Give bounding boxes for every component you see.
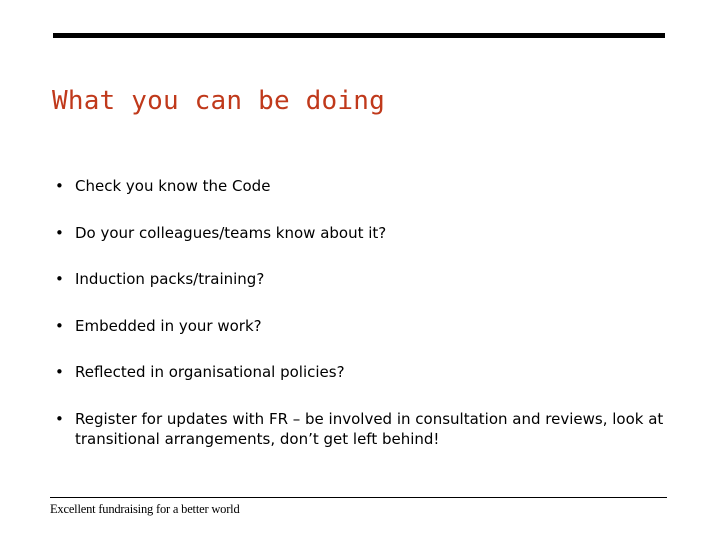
list-item — [55, 223, 670, 243]
list-item — [55, 316, 670, 336]
bullet-text: Reflected in organisational policies? — [75, 363, 345, 381]
bullet-text: Register for updates with FR – be involved in consultation and reviews, look at transitional arrangements, don’t get left behind! — [75, 409, 664, 448]
bullet-text: Check you know the Code — [75, 177, 271, 195]
bullet-text: Induction packs/training? — [75, 270, 265, 288]
list-item — [55, 269, 670, 289]
bullet-icon: • — [55, 409, 64, 428]
list-item — [55, 409, 670, 449]
bullet-text: Do your colleagues/teams know about it? — [75, 223, 387, 242]
slide-title: What you can be doing — [52, 86, 385, 116]
bullet-icon: • — [55, 177, 64, 195]
bullet-icon: • — [55, 316, 64, 335]
top-divider — [53, 33, 665, 38]
list-item — [55, 176, 670, 196]
footer-tagline: Excellent fundraising for a better world — [50, 502, 240, 516]
list-item — [55, 362, 670, 382]
bullet-icon: • — [55, 270, 64, 288]
bullet-icon: • — [55, 223, 64, 242]
bullet-icon: • — [55, 363, 64, 381]
bullet-list — [55, 176, 670, 475]
footer-divider — [50, 497, 667, 498]
bullet-text: Embedded in your work? — [75, 316, 262, 335]
